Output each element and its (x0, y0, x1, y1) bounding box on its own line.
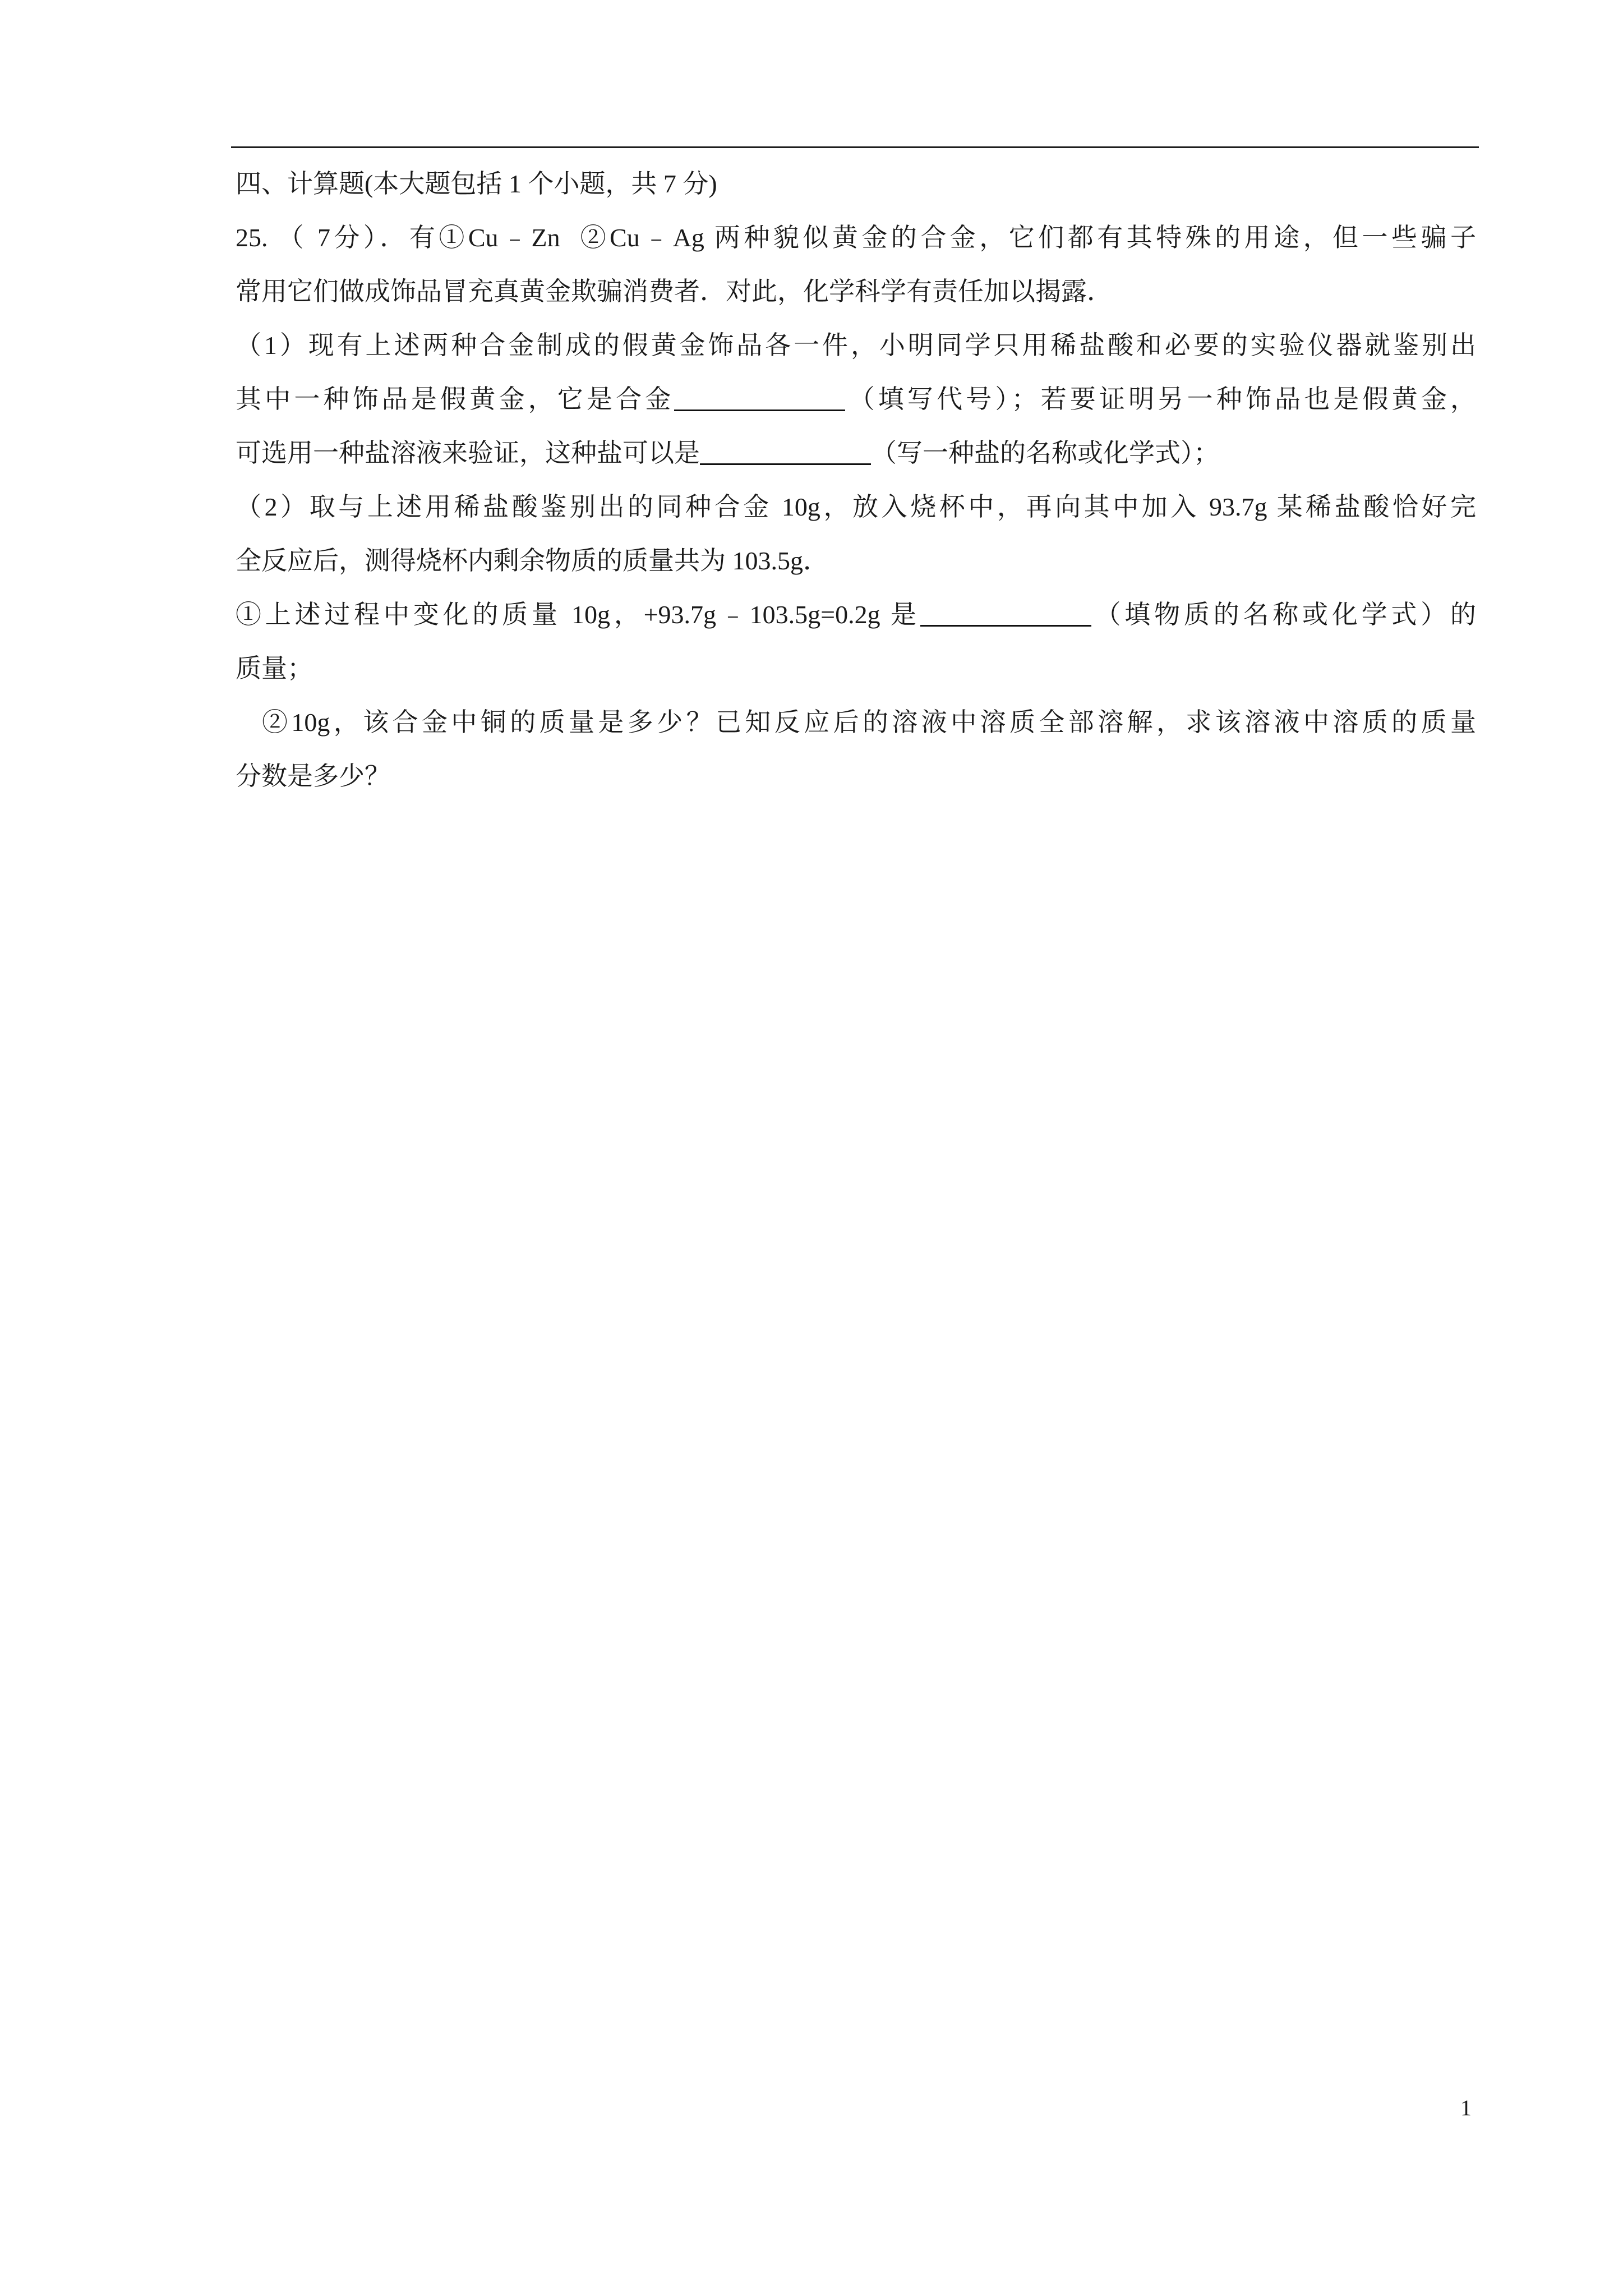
part1-line-3-text-before: 可选用一种盐溶液来验证，这种盐可以是 (236, 439, 700, 467)
part1-line-2-text-before: 其中一种饰品是假黄金，它是合金 (236, 385, 675, 413)
answer-blank-substance (920, 602, 1091, 627)
part2-sub1-text-after: （填物质的名称或化学式）的 (1091, 600, 1476, 629)
question-25-intro-line-1: 25. （ 7分）．有①Cu﹣Zn ②Cu﹣Ag 两种貌似黄金的合金，它们都有其特殊的用途，但一些骗子 (236, 223, 1476, 252)
part2-sub1-line-1 (236, 588, 1476, 642)
part1-line-1: （1）现有上述两种合金制成的假黄金饰品各一件，小明同学只用稀盐酸和必要的实验仪器就鉴别出 (236, 331, 1476, 360)
part1-line-2 (236, 372, 1476, 426)
section-title: 四、计算题(本大题包括 1 个小题，共 7 分) (236, 169, 717, 198)
part2-sub1-text-before: ①上述过程中变化的质量 10g，+93.7g﹣103.5g=0.2g 是 (236, 600, 920, 629)
part2-sub2-line-2: 分数是多少？ (236, 762, 390, 790)
part1-line-3-text-after: （写一种盐的名称或化学式）； (871, 439, 1219, 467)
part2-line-1: （2）取与上述用稀盐酸鉴别出的同种合金 10g，放入烧杯中，再向其中加入 93.7g 某稀盐酸恰好完 (236, 493, 1476, 521)
page-number: 1 (1460, 2095, 1472, 2120)
part2-sub1-line-2: 质量； (236, 654, 313, 683)
question-content (236, 157, 1476, 803)
question-25-intro-line-2: 常用它们做成饰品冒充真黄金欺骗消费者．对此，化学科学有责任加以揭露． (236, 277, 1113, 306)
header-rule (231, 146, 1479, 148)
part1-line-2-text-after: （填写代号）；若要证明另一种饰品也是假黄金， (845, 385, 1476, 413)
part1-line-3 (236, 426, 1476, 480)
part2-sub2-line-1: ②10g，该合金中铜的质量是多少？已知反应后的溶液中溶质全部溶解，求该溶液中溶质的质量 (262, 708, 1476, 737)
answer-blank-salt (700, 441, 871, 465)
answer-blank-alloy-code (674, 387, 845, 411)
part2-line-2: 全反应后，测得烧杯内剩余物质的质量共为 103.5g． (236, 546, 829, 575)
